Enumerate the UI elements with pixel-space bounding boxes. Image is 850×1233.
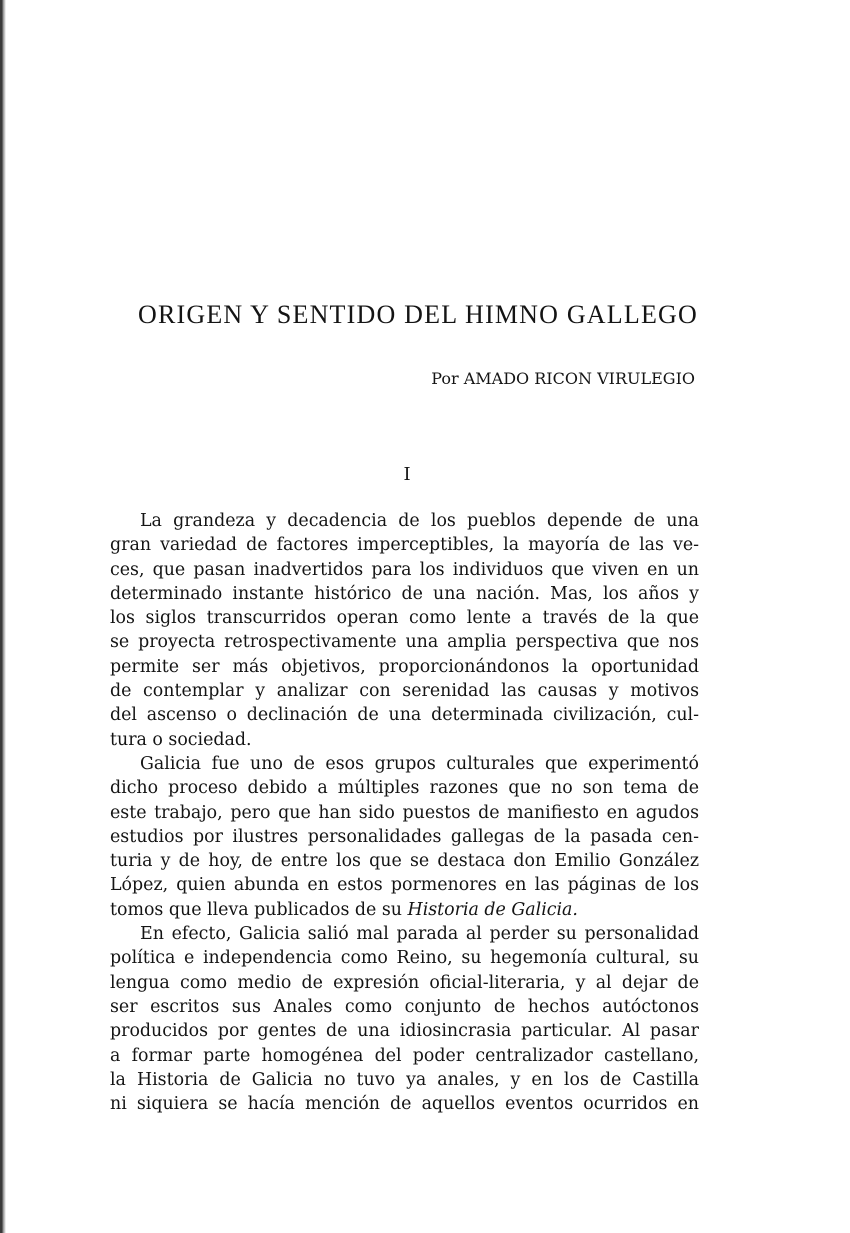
text-line: del ascenso o declinación de una determinada civilización, cul- xyxy=(110,705,699,726)
text-line: turia y de hoy, de entre los que se destaca don Emilio González xyxy=(110,851,699,872)
text-line: ces, que pasan inadvertidos para los individuos que viven en un xyxy=(110,559,699,580)
text-line: lengua como medio de expresión oficial-literaria, y al dejar de xyxy=(110,972,699,993)
section-number: I xyxy=(403,464,411,485)
text-line: los siglos transcurridos operan como lente a través de la que xyxy=(110,608,699,629)
text-line: determinado instante histórico de una nación. Mas, los años y xyxy=(110,583,699,604)
paragraph-1 xyxy=(110,509,699,752)
text-line: La grandeza y decadencia de los pueblos depende de una xyxy=(140,511,699,531)
text-line: En efecto, Galicia salió mal parada al perder su personalidad xyxy=(140,924,699,945)
text-line: tura o sociedad. xyxy=(110,729,252,750)
page-binding-edge xyxy=(0,0,6,1233)
text-line: Galicia fue uno de esos grupos culturales que experimentó xyxy=(140,753,699,774)
paragraph-2 xyxy=(110,752,699,922)
text-line-start: tomos que lleva publicados de su xyxy=(110,899,408,920)
book-title-italic: Historia de Galicia. xyxy=(407,899,578,920)
paragraph-3 xyxy=(110,922,699,1116)
article-byline: Por AMADO RICON VIRULEGIO xyxy=(431,369,695,388)
text-line: la Historia de Galicia no tuvo ya anales, y en los de Castilla xyxy=(110,1069,699,1090)
text-line: estudios por ilustres personalidades gallegas de la pasada cen- xyxy=(110,826,699,847)
text-line: ser escritos sus Anales como conjunto de hechos autóctonos xyxy=(110,996,699,1017)
text-line: a formar parte homogénea del poder centralizador castellano, xyxy=(110,1045,699,1066)
text-line: de contemplar y analizar con serenidad las causas y motivos xyxy=(110,681,699,702)
text-line: permite ser más objetivos, proporcionándonos la oportunidad xyxy=(110,656,699,677)
text-line: política e independencia como Reino, su hegemonía cultural, su xyxy=(110,948,699,969)
text-line: producidos por gentes de una idiosincrasia particular. Al pasar xyxy=(110,1021,699,1042)
text-line: ni siquiera se hacía mención de aquellos eventos ocurridos en xyxy=(110,1094,699,1115)
text-line: se proyecta retrospectivamente una amplia perspectiva que nos xyxy=(110,632,699,653)
article-title: ORIGEN Y SENTIDO DEL HIMNO GALLEGO xyxy=(137,300,698,329)
text-line: este trabajo, pero que han sido puestos de manifiesto en agudos xyxy=(110,802,699,823)
text-line: gran variedad de factores imperceptibles, la mayoría de las ve- xyxy=(110,535,699,556)
text-line: López, quien abunda en estos pormenores en las páginas de los xyxy=(110,875,699,896)
article-body xyxy=(110,509,699,1116)
text-line xyxy=(110,898,699,922)
text-line: dicho proceso debido a múltiples razones que no son tema de xyxy=(110,778,699,799)
